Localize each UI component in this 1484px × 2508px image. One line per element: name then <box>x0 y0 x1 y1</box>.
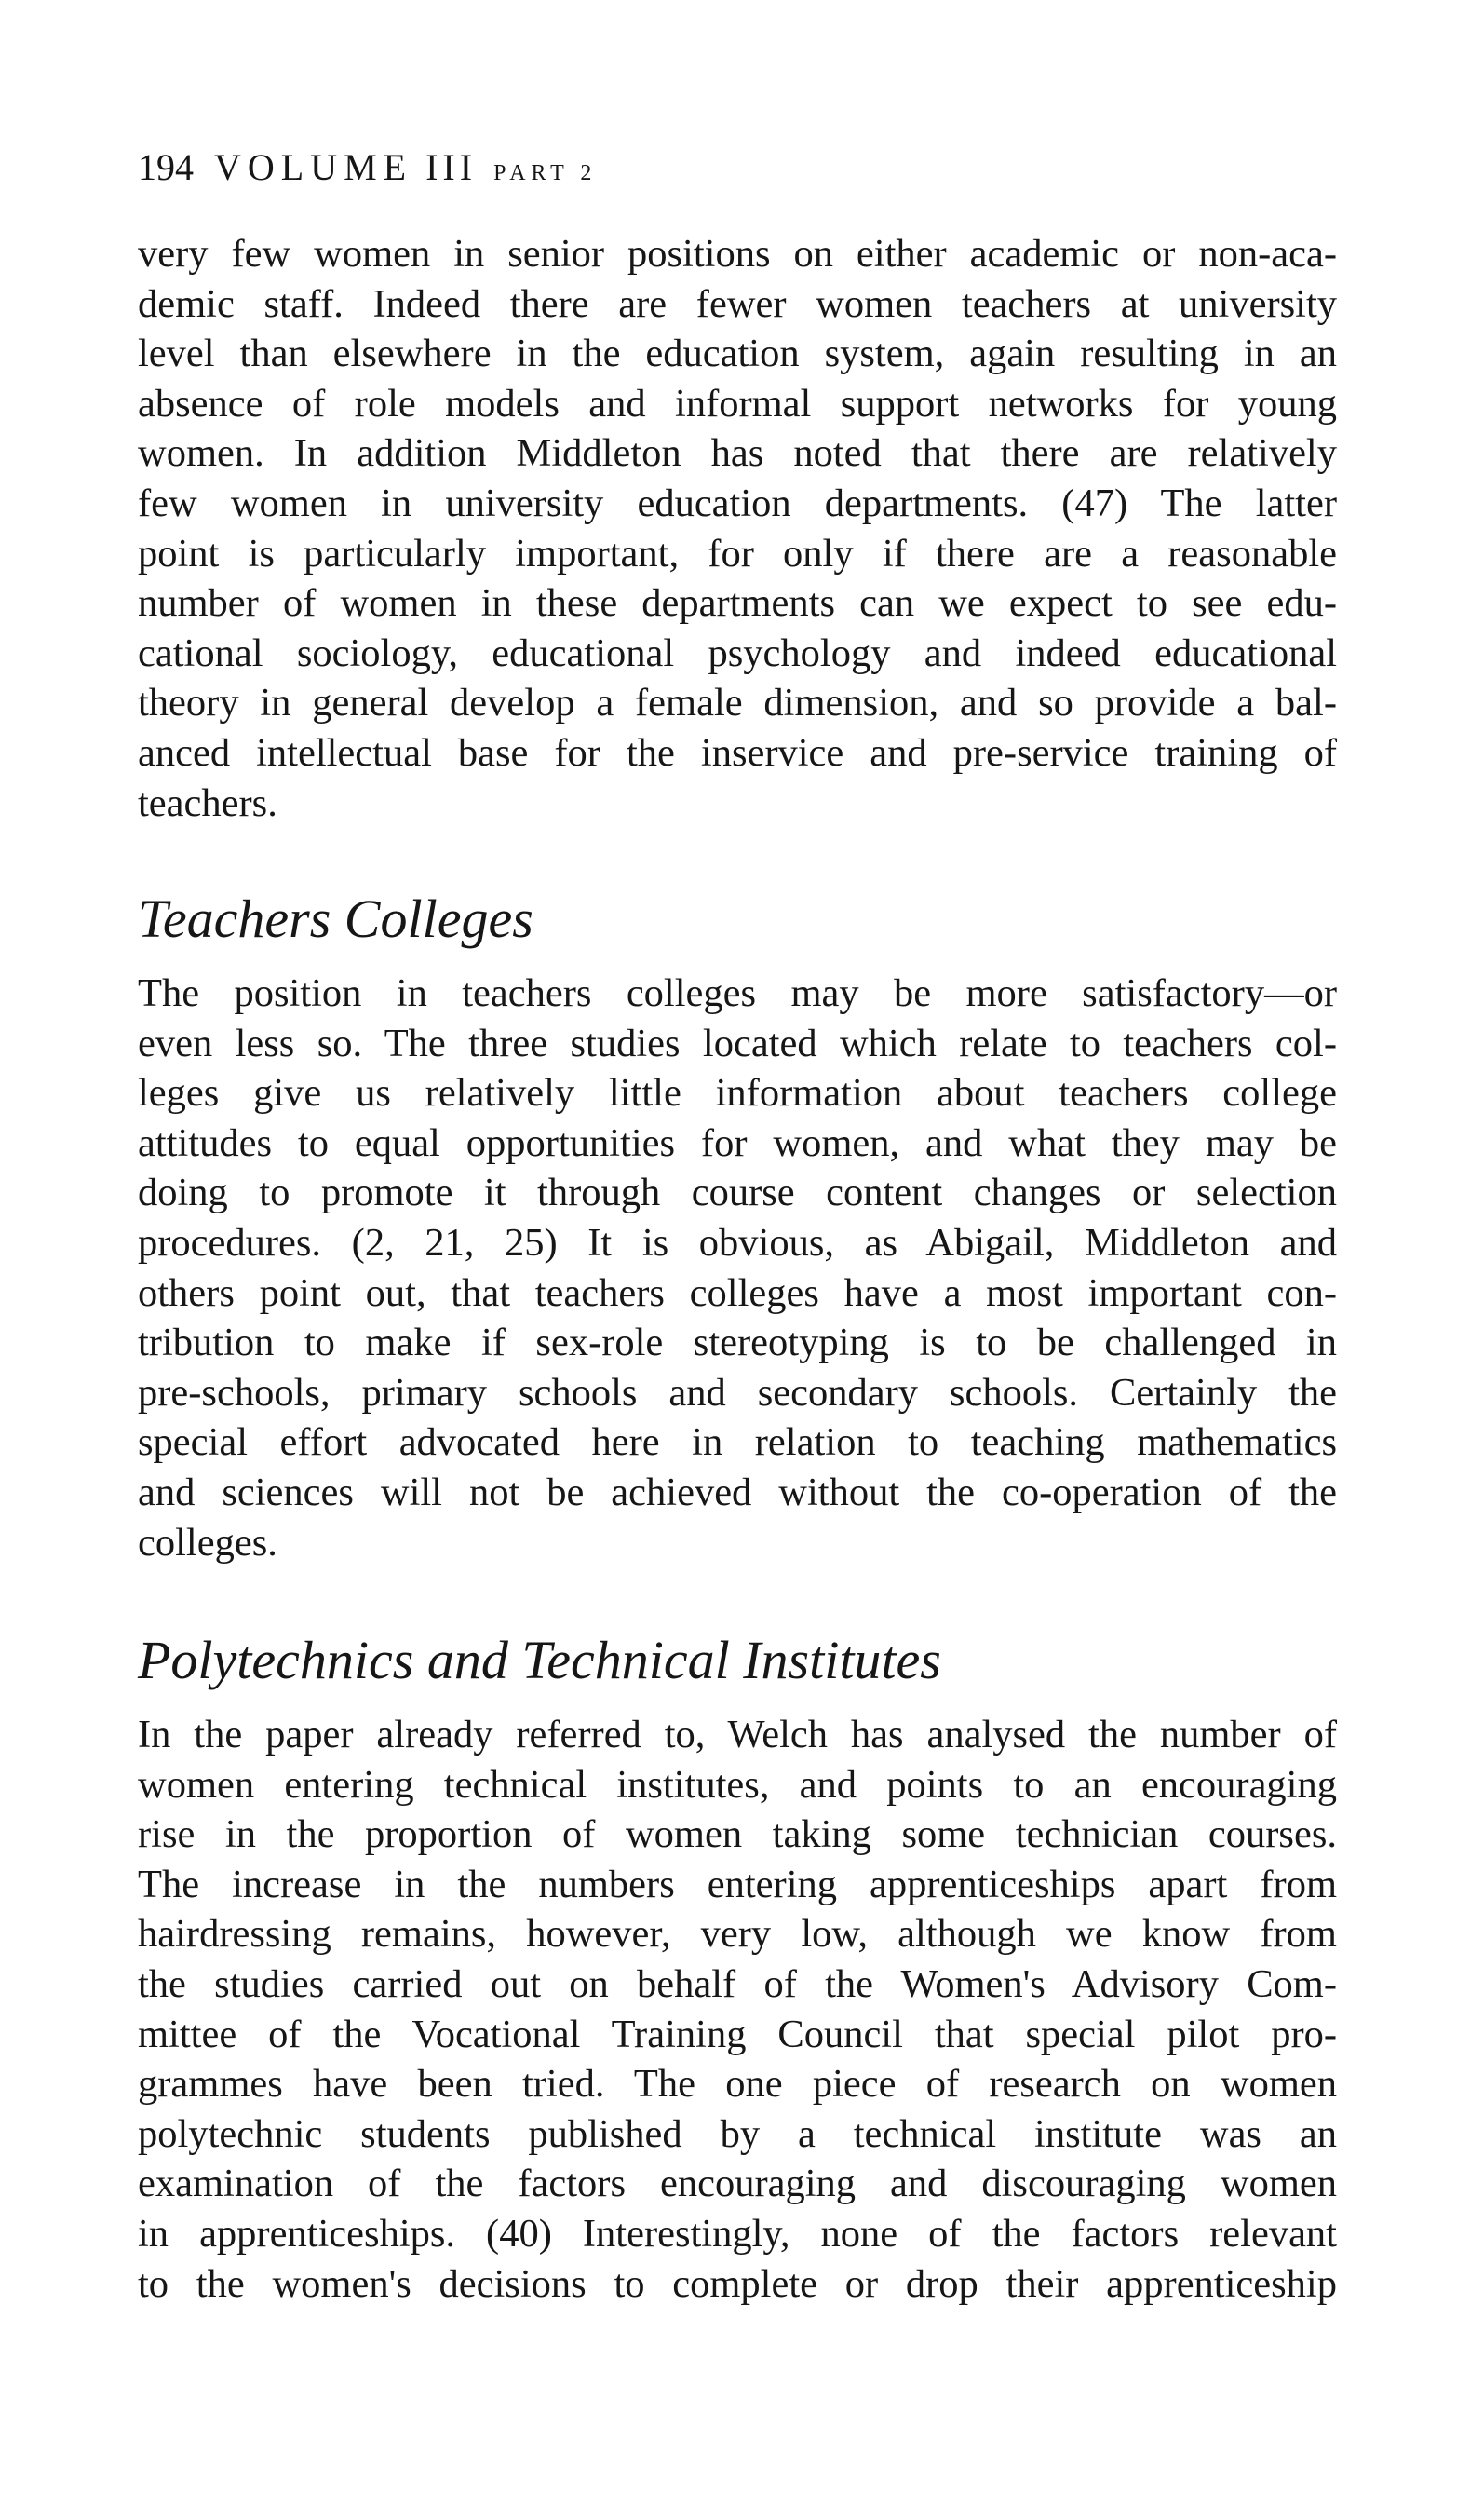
text-line: rise in the proportion of women taking some technician courses. <box>138 1812 1337 1857</box>
text-line: to the women's decisions to complete or drop their apprenticeship <box>138 2261 1337 2306</box>
text-line: attitudes to equal opportunities for women, and what they may be <box>138 1120 1337 1165</box>
running-head <box>138 140 597 196</box>
text-line: cational sociology, educational psychology and indeed educational <box>138 630 1337 675</box>
text-line: The position in teachers colleges may be more satisfactory—or <box>138 971 1337 1015</box>
section-heading-teachers-colleges: Teachers Colleges <box>138 888 533 949</box>
volume-label: VOLUME <box>214 146 413 188</box>
text-line: teachers. <box>138 780 277 825</box>
volume-number: III <box>425 146 478 188</box>
text-line: very few women in senior positions on either academic or non-aca- <box>138 232 1337 276</box>
text-line: colleges. <box>138 1520 277 1565</box>
text-line: In the paper already referred to, Welch has analysed the number of <box>138 1713 1337 1756</box>
text-line: few women in university education departments. (47) The latter <box>138 481 1337 525</box>
page-number: 194 <box>138 146 194 188</box>
section-heading-polytechnics: Polytechnics and Technical Institutes <box>138 1630 941 1690</box>
paragraph-polytechnics <box>138 1710 1337 2309</box>
text-line: hairdressing remains, however, very low, although we know from <box>138 1912 1337 1957</box>
text-line: women entering technical institutes, and points to an encouraging <box>138 1762 1337 1807</box>
text-line: and sciences will not be achieved without the co-operation of the <box>138 1470 1337 1514</box>
text-line: the studies carried out on behalf of the Women's Advisory Com- <box>138 1961 1337 2006</box>
text-line: grammes have been tried. The one piece of research on women <box>138 2062 1337 2107</box>
text-line: level than elsewhere in the education system, again resulting in an <box>138 332 1337 376</box>
text-line: leges give us relatively little information about teachers college <box>138 1071 1337 1116</box>
text-line: anced intellectual base for the inservice and pre-service training of <box>138 730 1337 775</box>
text-line: absence of role models and informal support networks for young <box>138 381 1337 426</box>
part-label: PART 2 <box>493 161 598 185</box>
text-line: procedures. (2, 21, 25) It is obvious, as Abigail, Middleton and <box>138 1220 1337 1265</box>
text-line: others point out, that teachers colleges have a most important con- <box>138 1270 1337 1315</box>
text-line: The increase in the numbers entering apprenticeships apart from <box>138 1862 1337 1906</box>
text-line: examination of the factors encouraging and discouraging women <box>138 2162 1337 2206</box>
text-line: even less so. The three studies located which relate to teachers col- <box>138 1021 1337 1065</box>
text-line: number of women in these departments can we expect to see edu- <box>138 581 1337 626</box>
text-line: women. In addition Middleton has noted that there are relatively <box>138 431 1337 476</box>
text-line: polytechnic students published by a technical institute was an <box>138 2111 1337 2156</box>
paragraph-teachers-colleges <box>138 969 1337 1567</box>
paragraph-university-staff <box>138 229 1337 828</box>
text-line: tribution to make if sex-role stereotyping is to be challenged in <box>138 1321 1337 1365</box>
text-line: special effort advocated here in relation to teaching mathematics <box>138 1420 1337 1465</box>
text-line: point is particularly important, for only if there are a reasonable <box>138 531 1337 576</box>
text-line: theory in general develop a female dimension, and so provide a bal- <box>138 681 1337 725</box>
text-line: pre-schools, primary schools and secondary schools. Certainly the <box>138 1370 1337 1415</box>
text-line: doing to promote it through course content changes or selection <box>138 1171 1337 1215</box>
text-line: in apprenticeships. (40) Interestingly, none of the factors relevant <box>138 2211 1337 2256</box>
text-line: demic staff. Indeed there are fewer women teachers at university <box>138 281 1337 326</box>
text-line: mittee of the Vocational Training Council that special pilot pro- <box>138 2012 1337 2056</box>
